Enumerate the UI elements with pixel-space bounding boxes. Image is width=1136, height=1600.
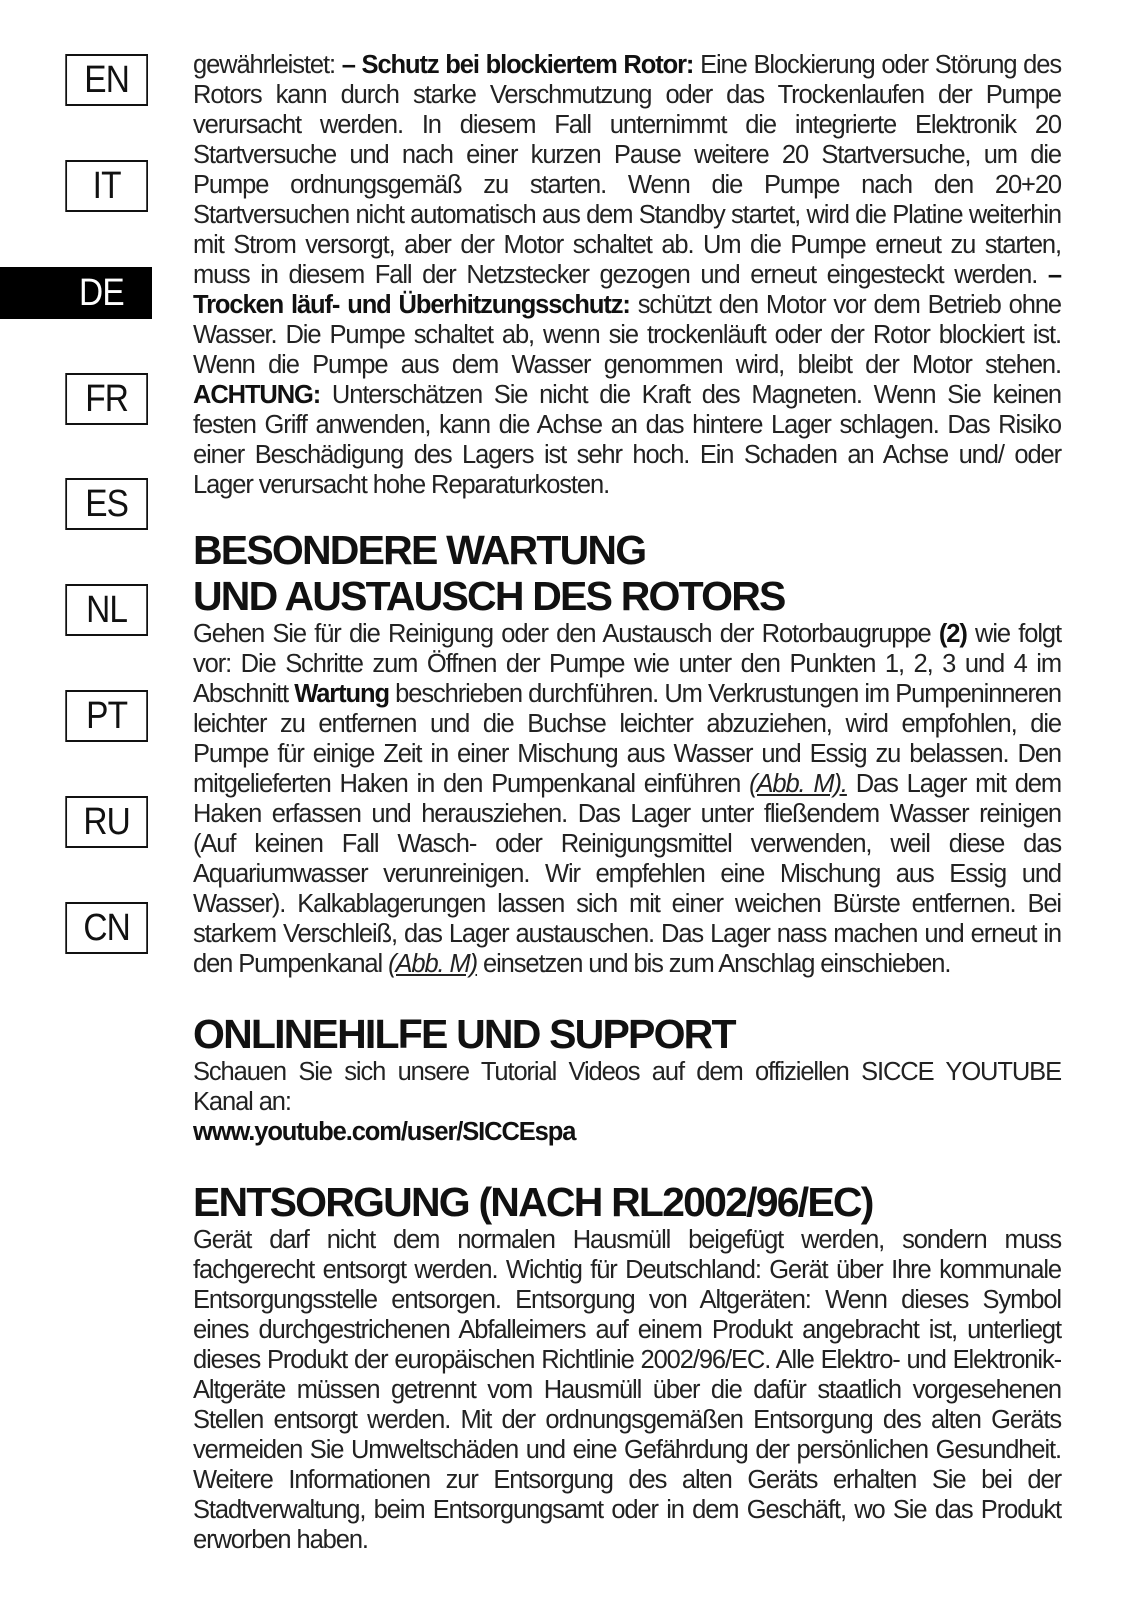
tab-language-label: NL <box>86 588 128 631</box>
text-run: einsetzen und bis zum Anschlag einschieben. <box>477 950 951 978</box>
maintenance-heading <box>193 527 1061 619</box>
tab-language-label: DE <box>78 271 124 314</box>
youtube-link[interactable]: www.youtube.com/user/SICCEspa <box>193 1118 576 1146</box>
tab-language-pt[interactable] <box>65 690 148 742</box>
online-help-paragraph <box>193 1057 1061 1147</box>
tab-language-it[interactable] <box>65 160 148 212</box>
section-reference: Wartung <box>294 680 389 708</box>
tab-language-label: EN <box>84 58 129 101</box>
disposal-heading: ENTSORGUNG (NACH RL2002/96/EC) <box>193 1179 873 1225</box>
text-run: Eine Blockierung oder Störung des Rotors kann durch starke Verschmutzung oder das Trockenlaufen der Pumpe verursacht werden. In diesem Fall unternimmt die integrierte Elektronik 20 Startversuche und nach einer kurzen Pause weitere 20 Startversuche, um die Pumpe ordnungsgemäß zu starten. Wenn die Pumpe nach den 20+20 Startversuchen nicht automatisch aus dem Standby startet, wird die Platine weiterhin mit Strom versorgt, aber der Motor schaltet ab. Um die Pumpe erneut zu starten, muss in diesem Fall der Netzstecker gezogen und erneut eingesteckt werden. <box>193 51 1061 289</box>
text-run: beschrieben durchführen. Um Verkrustungen im Pumpeninneren leichter zu entfernen und die Buchse leichter abzuziehen, wird empfohlen, die Pumpe für einige Zeit in einer Mischung aus Wasser und Essig zu belassen. Den mitgelieferten Haken in den Pumpenkanal einführen <box>193 680 1062 798</box>
part-number: (2) <box>938 620 967 648</box>
tab-language-en[interactable] <box>65 54 148 106</box>
tab-language-cn[interactable] <box>65 902 148 954</box>
tab-language-label: IT <box>92 164 121 207</box>
tab-language-label: CN <box>83 906 130 949</box>
online-help-heading: ONLINEHILFE UND SUPPORT <box>193 1011 735 1057</box>
heading-line: BESONDERE WARTUNG <box>193 527 646 573</box>
text-run: wie folgt vor: Die Schritte zum Öffnen der Pumpe wie unter den Punkten 1, 2, 3 und 4 im Abschnitt <box>193 620 1061 708</box>
tab-language-ru[interactable] <box>65 796 148 848</box>
tab-language-nl[interactable] <box>65 584 148 636</box>
text-run: Unterschätzen Sie nicht die Kraft des Magneten. Wenn Sie keinen festen Griff anwenden, kann die Achse an das hintere Lager schlagen. Das Risiko einer Beschädigung des Lagers ist sehr hoch. Ein Schaden an Achse und/ oder Lager verursacht hohe Reparaturkosten. <box>193 381 1061 499</box>
dry-run-protection-heading: – Trocken läuf- und Überhitzungsschutz: <box>193 261 1061 319</box>
text-run: schützt den Motor vor dem Betrieb ohne Wasser. Die Pumpe schaltet ab, wenn sie trockenläuft oder der Rotor blockiert ist. Wenn die Pumpe aus dem Wasser genommen wird, bleibt der Motor stehen. <box>193 291 1061 379</box>
maintenance-paragraph <box>193 619 1061 979</box>
tab-language-es[interactable] <box>65 478 148 530</box>
tab-language-de[interactable] <box>0 267 152 319</box>
text-run: Das Lager mit dem Haken erfassen und herausziehen. Das Lager unter fließendem Wasser reinigen (Auf keinen Fall Wasch- oder Reinigungsmittel verwenden, weil diese das Aquariumwasser verunreinigen. Wir empfehlen eine Mischung aus Essig und Wasser). Kalkablagerungen lassen sich mit einer weichen Bürste entfernen. Bei starkem Verschleiß, das Lager austauschen. Das Lager nass machen und erneut in den Pumpenkanal <box>193 770 1062 978</box>
tab-language-label: ES <box>85 482 129 525</box>
tab-language-label: FR <box>85 377 129 420</box>
rotor-protection-heading: – Schutz bei blockiertem Rotor: <box>341 51 694 79</box>
figure-reference: (Abb. M) <box>388 950 478 978</box>
disposal-paragraph: Gerät darf nicht dem normalen Hausmüll beigefügt werden, sondern muss fachgerecht entsorgt werden. Wichtig für Deutschland: Gerät über Ihre kommunale Entsorgungsstelle entsorgen. Entsorgung von Altgeräten: Wenn dieses Symbol eines durchgestrichenen Abfalleimers auf einem Produkt angebracht ist, unterliegt dieses Produkt der europäischen Richtlinie 2002/96/EC. Alle Elektro- und Elektronik-Altgeräte müssen getrennt vom Hausmüll über die dafür staatlich vorgesehenen Stellen entsorgt werden. Mit der ordnungsgemäßen Entsorgung des alten Geräts vermeiden Sie Umweltschäden und eine Gefährdung der persönlichen Gesundheit. Weitere Informationen zur Entsorgung des alten Geräts erhalten Sie bei der Stadtverwaltung, beim Entsorgungsamt oder in dem Geschäft, wo Sie das Produkt erworben haben. <box>193 1226 1061 1554</box>
tab-language-label: RU <box>83 800 130 843</box>
figure-reference: (Abb. M). <box>749 770 847 798</box>
text-run: gewährleistet: <box>193 51 342 79</box>
warning-label: ACHTUNG: <box>193 381 321 409</box>
tab-language-label: PT <box>86 694 128 737</box>
protection-paragraph <box>193 50 1061 500</box>
manual-content <box>193 50 1061 1555</box>
text-run: Gehen Sie für die Reinigung oder den Austausch der Rotorbaugruppe <box>193 620 939 648</box>
tab-language-fr[interactable] <box>65 373 148 425</box>
text-run: Schauen Sie sich unsere Tutorial Videos auf dem offiziellen SICCE YOUTUBE Kanal an: <box>193 1058 1061 1116</box>
heading-line: UND AUSTAUSCH DES ROTORS <box>193 573 785 619</box>
language-tabs <box>0 0 152 1600</box>
